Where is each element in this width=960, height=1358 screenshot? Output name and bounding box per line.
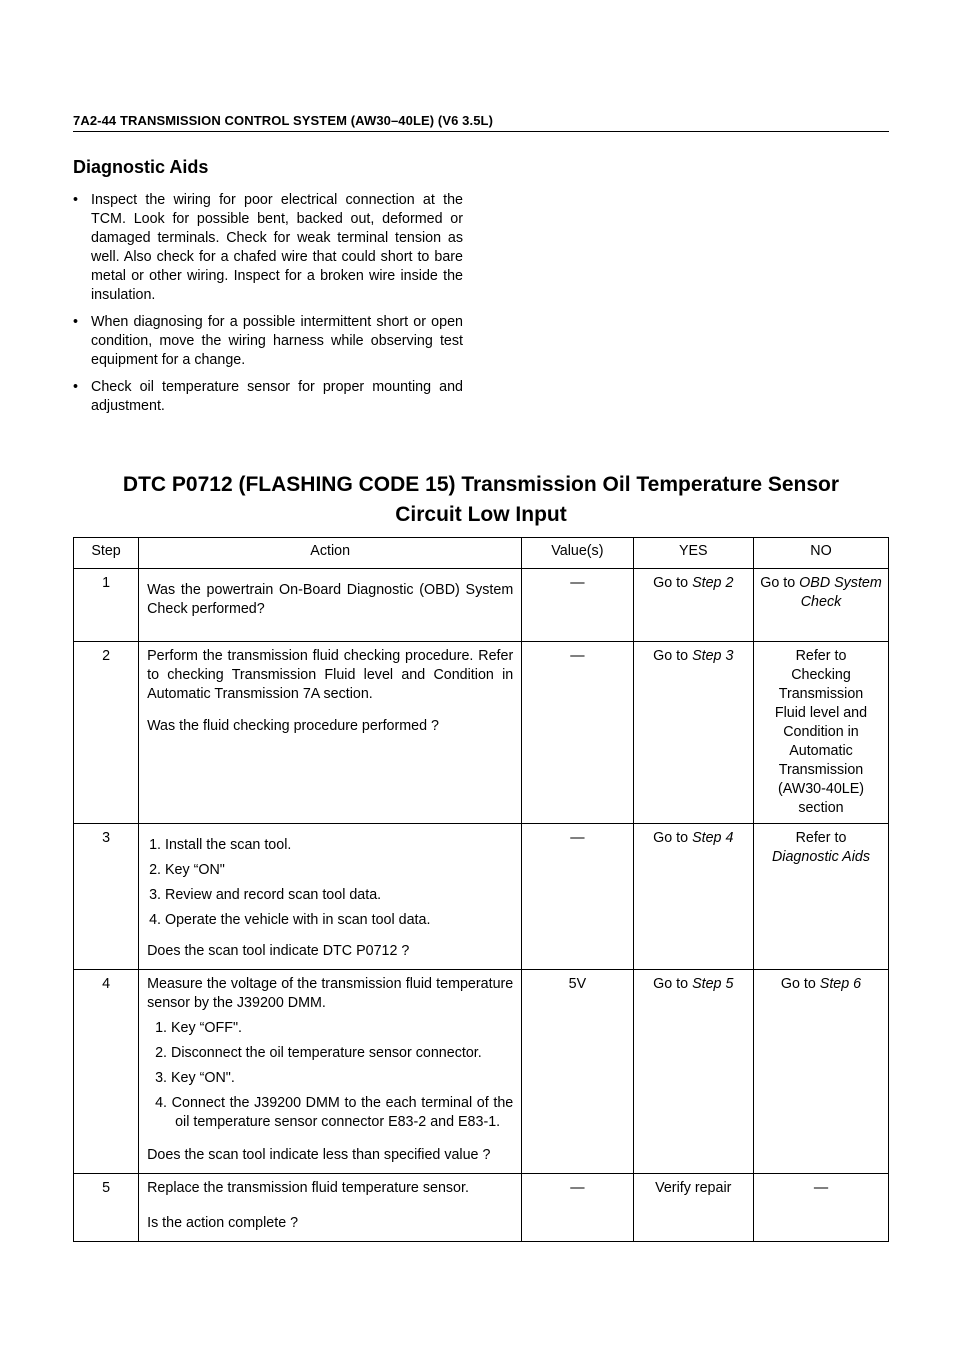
step-yes: Go to Step 5 bbox=[633, 970, 753, 1174]
list-item: 2. Disconnect the oil temperature sensor connector. bbox=[155, 1045, 482, 1061]
diagnostic-aids-title: Diagnostic Aids bbox=[73, 157, 209, 177]
step-yes: Verify repair bbox=[633, 1174, 753, 1242]
list-item: 3. Key “ON". bbox=[155, 1070, 235, 1086]
step-yes: Go to Step 4 bbox=[633, 824, 753, 970]
list-item: • Check oil temperature sensor for proper mounting and adjustment. bbox=[73, 379, 463, 414]
table-row bbox=[74, 569, 889, 642]
step-value: — bbox=[522, 1174, 633, 1242]
list-item: 4. Operate the vehicle with in scan tool data. bbox=[149, 912, 431, 928]
step-action: Replace the transmission fluid temperature sensor. Is the action complete ? bbox=[139, 1174, 522, 1242]
step-action: Perform the transmission fluid checking procedure. Refer to checking Transmission Fluid level and Condition in Automatic Transmission 7A section. Was the fluid checking procedure performed ? bbox=[139, 642, 522, 824]
page-header: 7A2-44 TRANSMISSION CONTROL SYSTEM (AW30–40LE) (V6 3.5L) bbox=[73, 113, 889, 132]
table-row bbox=[74, 824, 889, 970]
header-no: NO bbox=[753, 538, 888, 569]
list-item: 1. Key “OFF". bbox=[155, 1020, 242, 1036]
table-header-row bbox=[74, 538, 889, 569]
list-item: 2. Key “ON" bbox=[149, 862, 225, 878]
step-no: Go to Step 6 bbox=[753, 970, 888, 1174]
step-number: 1 bbox=[74, 569, 139, 642]
diagnostic-steps-table bbox=[73, 537, 889, 1242]
step-value: — bbox=[522, 824, 633, 970]
substep-list bbox=[149, 836, 513, 930]
list-item: 3. Review and record scan tool data. bbox=[149, 887, 382, 903]
diagnostic-aids-list bbox=[73, 191, 463, 424]
substep-list bbox=[149, 1019, 513, 1132]
step-number: 4 bbox=[74, 970, 139, 1174]
step-action: Measure the voltage of the transmission fluid temperature sensor by the J39200 DMM. 1. Key “OFF". 2. Disconnect the oil temperature sensor connector. 3. Key “ON". 4. Connect the J39200 DMM to the each terminal of the oil temperature sensor connector E83-2 and E83-1. Does the scan tool indicate less than specified value ? bbox=[139, 970, 522, 1174]
step-number: 2 bbox=[74, 642, 139, 824]
header-value: Value(s) bbox=[522, 538, 633, 569]
list-item: • Inspect the wiring for poor electrical connection at the TCM. Look for possible bent, backed out, deformed or damaged terminals. Check for weak terminal tension as well. Also check for a chafed wire that could short to bare metal or other wiring. Inspect for a broken wire inside the insulation. bbox=[73, 192, 463, 303]
step-number: 3 bbox=[74, 824, 139, 970]
step-yes: Go to Step 2 bbox=[633, 569, 753, 642]
step-no: Go to OBD System Check bbox=[753, 569, 888, 642]
step-no: Refer to Diagnostic Aids bbox=[753, 824, 888, 970]
list-item: • When diagnosing for a possible intermittent short or open condition, move the wiring harness while observing test equipment for a change. bbox=[73, 314, 463, 368]
header-yes: YES bbox=[633, 538, 753, 569]
step-action: Was the powertrain On-Board Diagnostic (OBD) System Check performed? bbox=[139, 569, 522, 642]
step-no: Refer to Checking Transmission Fluid level and Condition in Automatic Transmission (AW30-40LE) section bbox=[753, 642, 888, 824]
header-step: Step bbox=[74, 538, 139, 569]
table-row bbox=[74, 642, 889, 824]
step-yes: Go to Step 3 bbox=[633, 642, 753, 824]
list-item: 4. Connect the J39200 DMM to the each terminal of the oil temperature sensor connector E83-2 and E83-1. bbox=[155, 1095, 514, 1130]
step-value: 5V bbox=[522, 970, 633, 1174]
step-no: — bbox=[753, 1174, 888, 1242]
table-row bbox=[74, 970, 889, 1174]
step-number: 5 bbox=[74, 1174, 139, 1242]
dtc-title: DTC P0712 (FLASHING CODE 15) Transmission Oil Temperature Sensor Circuit Low Input bbox=[122, 473, 840, 526]
table-row bbox=[74, 1174, 889, 1242]
list-item: 1. Install the scan tool. bbox=[149, 837, 292, 853]
step-value: — bbox=[522, 569, 633, 642]
step-value: — bbox=[522, 642, 633, 824]
step-action: 1. Install the scan tool. 2. Key “ON" 3. Review and record scan tool data. 4. Operate the vehicle with in scan tool data. Does the scan tool indicate DTC P0712 ? bbox=[139, 824, 522, 970]
header-action: Action bbox=[139, 538, 522, 569]
